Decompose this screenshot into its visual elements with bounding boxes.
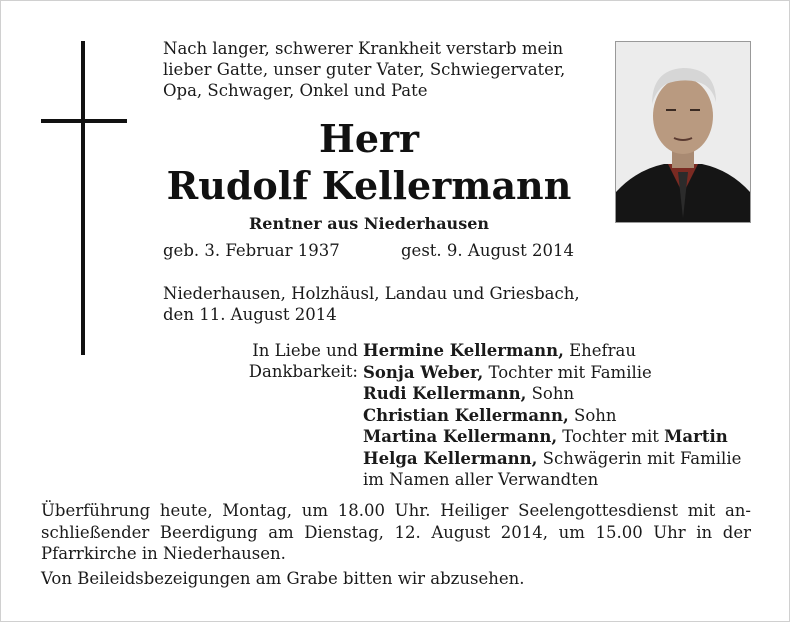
place-line: Niederhausen, Holzhäusl, Landau und Griesbach, <box>163 284 580 303</box>
mourner-item <box>363 448 741 470</box>
intro-line: Nach langer, schwerer Krankheit verstarb mein <box>163 39 564 58</box>
portrait-icon <box>616 42 750 222</box>
place-and-date <box>163 283 633 325</box>
mourner-name: Helga Kellermann, <box>363 448 538 468</box>
intro-text <box>163 38 593 101</box>
service-line: Pfarrkirche in Niederhausen. <box>41 544 286 563</box>
mourner-relation: Sohn <box>568 405 617 425</box>
mourner-relation: Schwägerin mit Familie <box>537 448 742 468</box>
mourner-name: Hermine Kellermann, <box>363 341 564 360</box>
condolence-note: Von Beileidsbezeigungen am Grabe bitten wir abzusehen. <box>41 569 525 588</box>
mourner-name: Rudi Kellermann, <box>363 384 527 403</box>
thanks-label-line: In Liebe und <box>252 341 358 360</box>
mourner-partner-name: Martin <box>664 427 728 446</box>
cross-horizontal-bar <box>41 119 127 123</box>
mourner-name: Martina Kellermann, <box>363 427 558 446</box>
mourner-name: Sonja Weber, <box>363 362 484 382</box>
birth-date: geb. 3. Februar 1937 <box>163 241 340 260</box>
mourner-relation: Tochter mit <box>557 427 665 446</box>
mourner-relation: Sohn <box>526 384 575 403</box>
mourner-name: Christian Kellermann, <box>363 405 569 425</box>
intro-line: Opa, Schwager, Onkel und Pate <box>163 81 428 100</box>
intro-line: lieber Gatte, unser guter Vater, Schwiegervater, <box>163 60 566 79</box>
thanks-label-line: Dankbarkeit: <box>248 362 358 381</box>
mourner-item <box>363 362 741 384</box>
title-prefix: Herr <box>318 116 420 161</box>
mourner-relation: Ehefrau <box>563 341 636 360</box>
deceased-name: Rudolf Kellermann <box>166 163 572 208</box>
death-date: gest. 9. August 2014 <box>401 241 574 260</box>
mourner-item <box>363 405 741 427</box>
place-line: den 11. August 2014 <box>163 305 337 324</box>
mourner-relation: im Namen aller Verwandten <box>363 470 599 489</box>
service-line: schließender Beerdigung am Dienstag, 12. August 2014, um 15.00 Uhr in der <box>41 522 751 542</box>
portrait-photo <box>615 41 751 223</box>
occupation: Rentner aus Niederhausen <box>248 214 490 233</box>
mourners-list <box>363 340 741 491</box>
cross-vertical-bar <box>81 41 85 355</box>
mourner-item <box>363 469 741 491</box>
service-line: Überführung heute, Montag, um 18.00 Uhr. Heiliger Seelengottesdienst mit an- <box>41 501 751 520</box>
mourner-item <box>363 340 741 362</box>
service-announcement <box>41 500 751 565</box>
thanks-label <box>234 340 358 382</box>
mourner-item <box>363 383 741 405</box>
mourner-relation: Tochter mit Familie <box>483 362 652 382</box>
mourner-item <box>363 426 741 448</box>
